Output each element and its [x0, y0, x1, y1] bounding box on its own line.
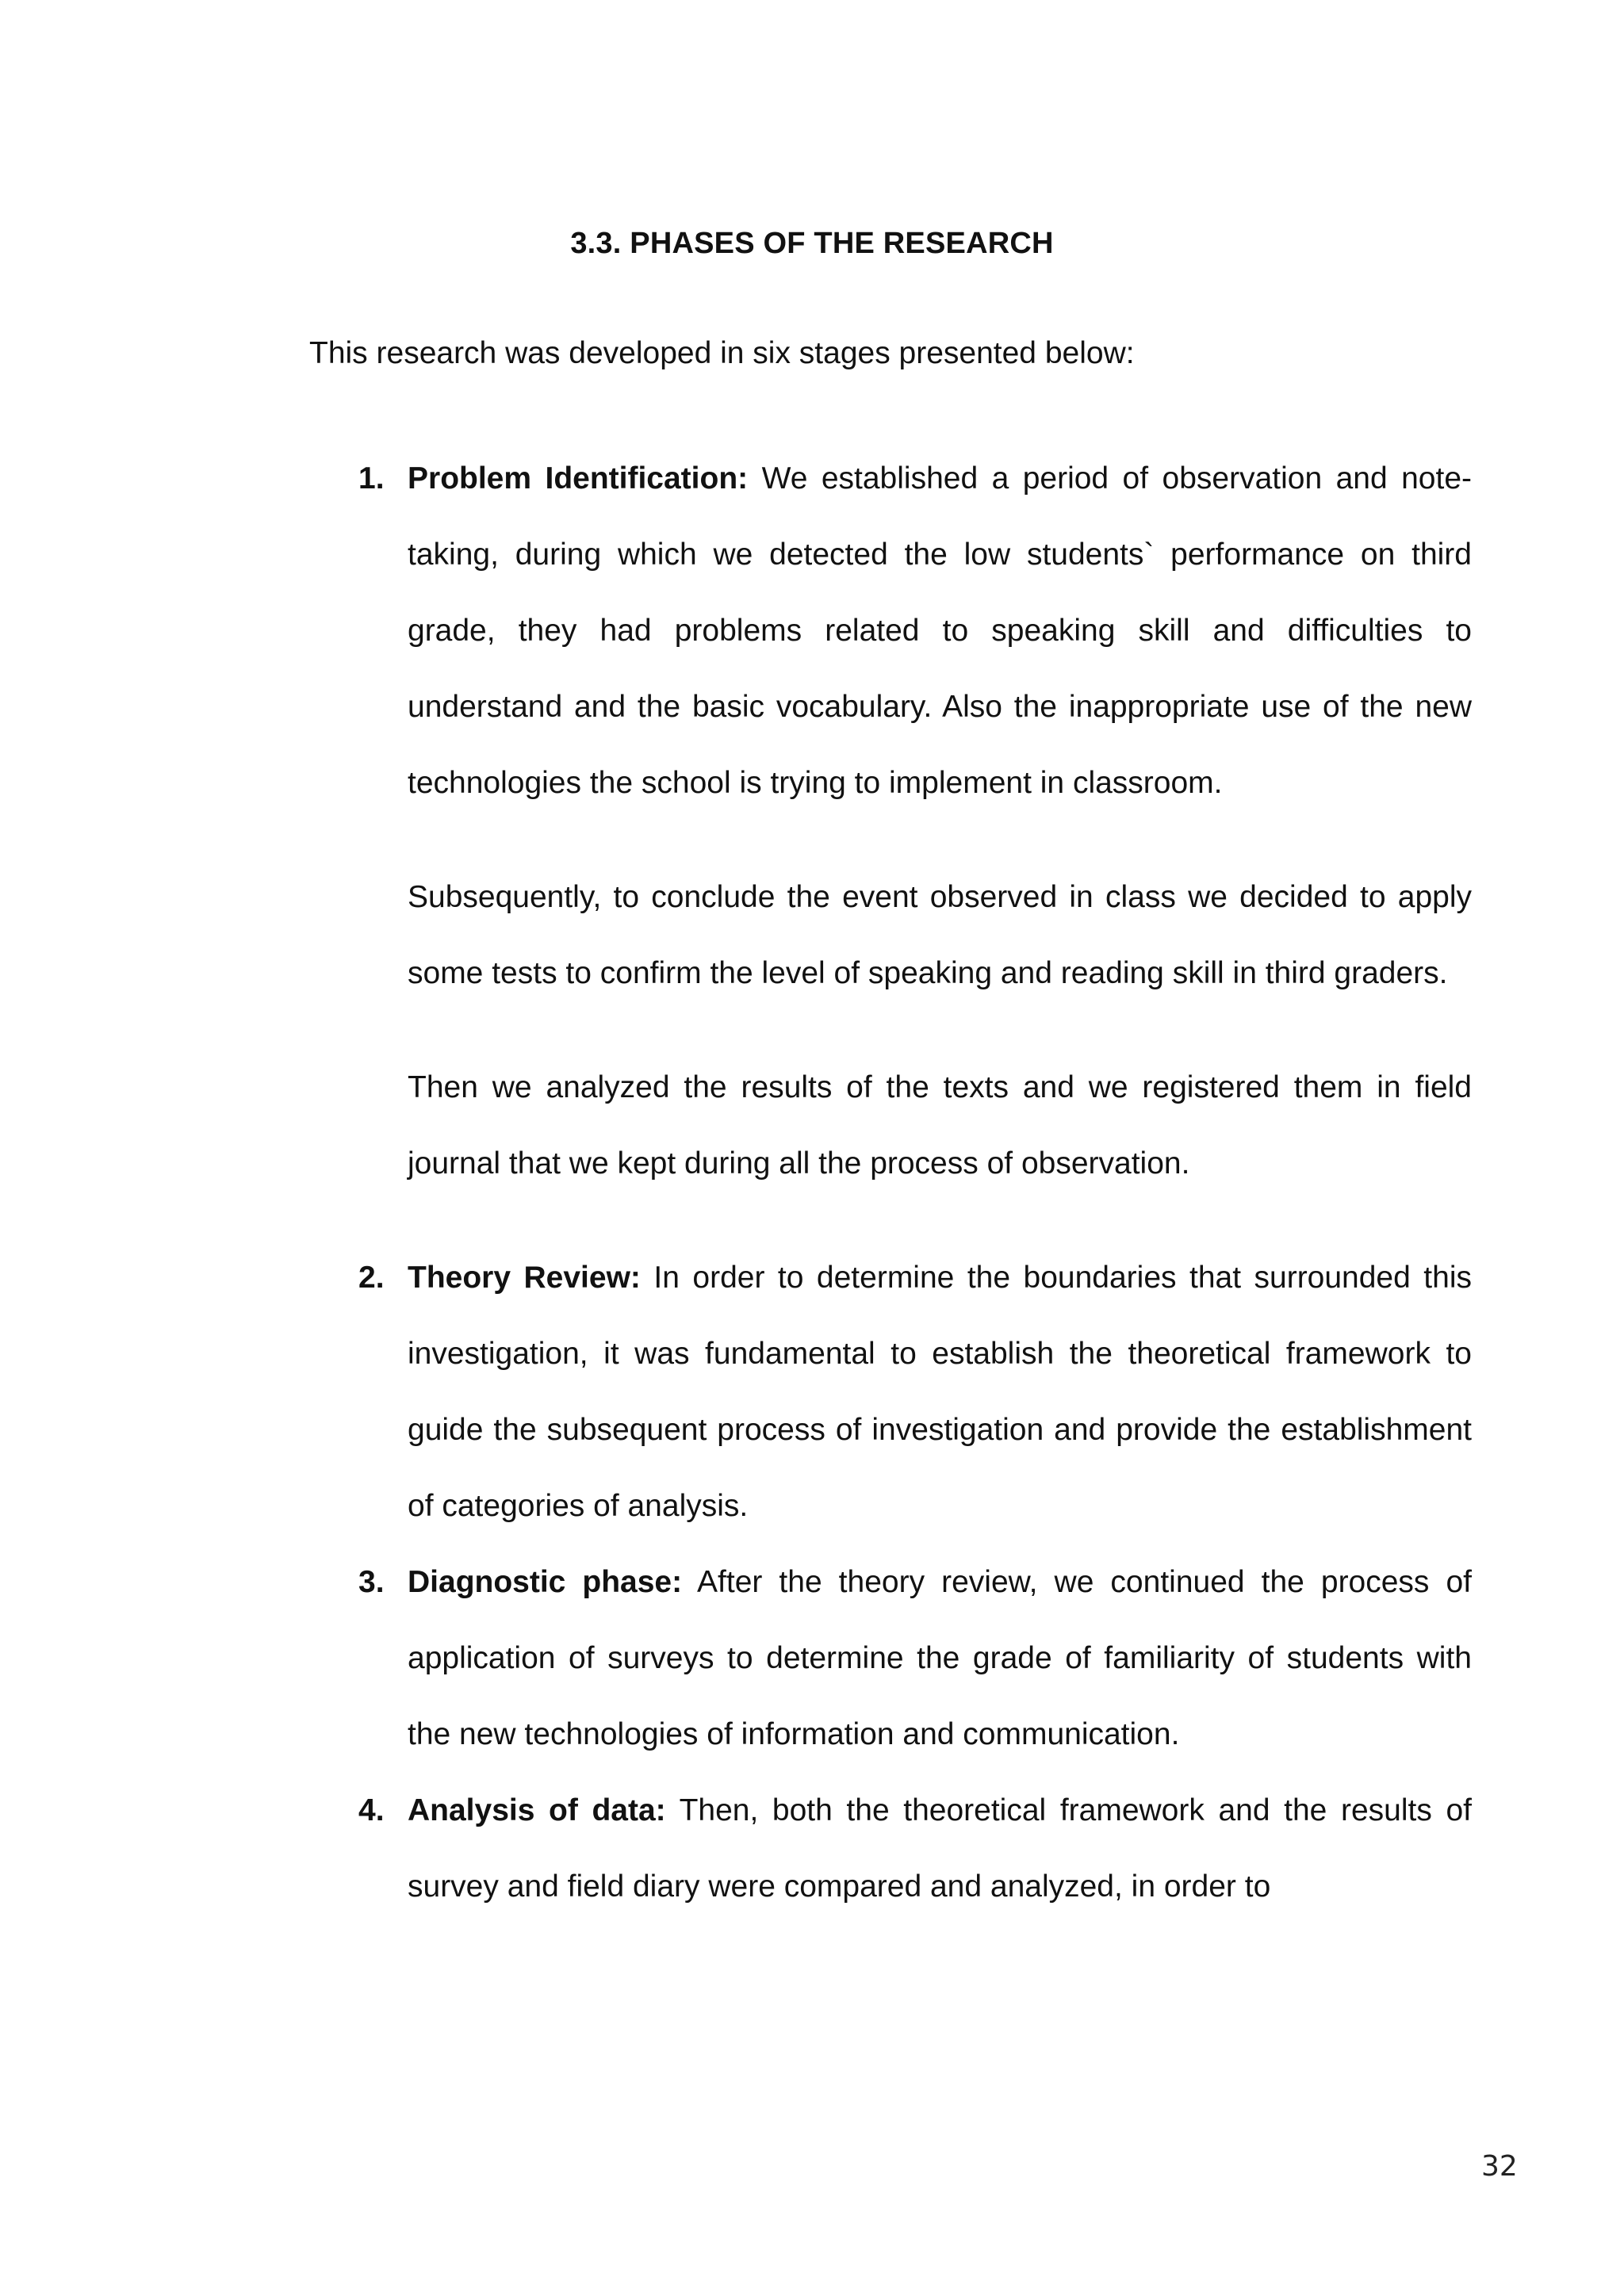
phase-paragraph — [408, 441, 1472, 821]
phase-paragraph — [408, 1544, 1472, 1773]
phase-paragraph — [408, 1773, 1472, 1925]
phase-paragraph: Subsequently, to conclude the event observed in class we decided to apply some tests to confirm the level of speaking and reading skill in third graders. — [408, 880, 1472, 990]
phase-item-problem-identification — [358, 441, 1472, 1202]
phase-number: 1. — [358, 461, 385, 496]
phase-text: Then, both the theoretical framework and the results of survey and field diary were compared and analyzed, in order to — [408, 1793, 1472, 1904]
phase-term: Analysis of data: — [408, 1793, 666, 1827]
phase-paragraph: Then we analyzed the results of the texts and we registered them in field journal that we kept during all the process of observation. — [408, 1070, 1472, 1181]
phase-paragraph — [408, 1240, 1472, 1544]
phase-number: 2. — [358, 1261, 385, 1295]
intro-text: This research was developed in six stages presented below: — [309, 336, 1135, 370]
phase-item-theory-review — [358, 1240, 1472, 1544]
phase-text: In order to determine the boundaries that surrounded this investigation, it was fundamental to establish the theoretical framework to guide the subsequent process of investigation and provide the establishment of categories of analysis. — [408, 1261, 1472, 1523]
section-heading: 3.3. PHASES OF THE RESEARCH — [570, 227, 1054, 260]
phase-number: 3. — [358, 1565, 385, 1599]
phase-term: Diagnostic phase: — [408, 1565, 683, 1599]
phase-text: After the theory review, we continued the process of application of surveys to determine the grade of familiarity of students with the new technologies of information and communication. — [408, 1565, 1473, 1751]
phase-term: Theory Review: — [408, 1261, 641, 1295]
phase-number: 4. — [358, 1793, 385, 1827]
phase-term: Problem Identification: — [408, 461, 749, 496]
phase-text: We established a period of observation and note-taking, during which we detected the low students` performance on third grade, they had problems related to speaking skill and difficulties to understand and the basic vocabulary. Also the inappropriate use of the new technologies the school is trying to implement in classroom. — [408, 461, 1472, 800]
phase-item-diagnostic — [358, 1544, 1472, 1773]
phase-item-analysis-of-data — [358, 1773, 1472, 1925]
page-number: 32 — [1481, 2150, 1518, 2183]
phases-list — [358, 441, 1472, 1925]
